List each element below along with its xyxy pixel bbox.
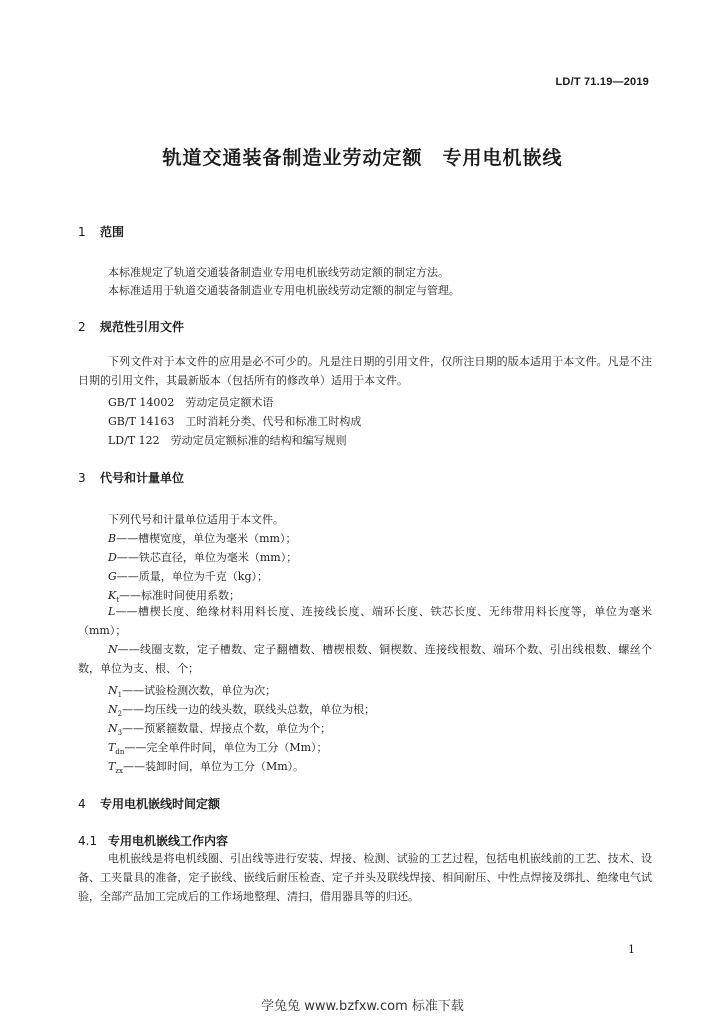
reference-item: GB/T 14163 工时消耗分类、代号和标准工时构成	[108, 415, 362, 428]
normative-intro: 下列文件对于本文件的应用是必不可少的。凡是注日期的引用文件，仅所注日期的版本适用于本文件。凡是不注日期的引用文件，其最新版本（包括所有的修改单）适用于本文件。	[78, 355, 652, 387]
symbol-desc: ——均压线一边的线头数，联线头总数，单位为根；	[122, 703, 376, 716]
symbol: T	[108, 741, 116, 754]
symbol: D	[108, 551, 117, 564]
section-title: 范围	[100, 225, 125, 239]
symbol-item-D	[108, 549, 297, 565]
reference-item: GB/T 14002 劳动定员定额术语	[108, 396, 274, 409]
symbol-desc: ——线圈支数，定子槽数、定子翻槽数、槽楔根数、铜楔数、连接线根数、端环个数、引出线根数、螺丝个数，单位为支、根、个；	[78, 643, 652, 675]
symbol: N	[108, 703, 118, 716]
symbols-intro: 下列代号和计量单位适用于本文件。	[108, 513, 284, 526]
symbol: B	[108, 532, 117, 545]
section-title: 专用电机嵌线工作内容	[108, 834, 229, 848]
section-heading-2	[78, 318, 184, 335]
section-number: 3	[78, 471, 86, 485]
symbol-desc: ——槽楔宽度，单位为毫米（mm）；	[116, 532, 297, 545]
symbol-item-N	[78, 640, 652, 678]
symbol-item-L	[78, 602, 652, 640]
subsection-heading-4-1	[78, 832, 228, 849]
section-title: 规范性引用文件	[100, 320, 185, 334]
symbol-item-G	[108, 568, 268, 584]
symbol-desc: ——预紧箍数量、焊接点个数，单位为个；	[122, 722, 332, 735]
doc-code: LD/T 71.19—2019	[555, 76, 649, 88]
symbol: T	[108, 760, 116, 773]
section-number: 4.1	[78, 834, 98, 848]
scope-line-2: 本标准适用于轨道交通装备制造业专用电机嵌线劳动定额的制定与管理。	[108, 284, 460, 297]
symbol-desc: ——标准时间使用系数；	[119, 589, 241, 602]
section-title: 代号和计量单位	[100, 471, 185, 485]
section-heading-1	[78, 223, 124, 240]
symbol-sub: zx	[115, 767, 123, 776]
section-number: 2	[78, 320, 86, 334]
symbol-sub: t	[116, 596, 120, 605]
section-number: 1	[78, 225, 86, 239]
symbol-sub: 1	[117, 691, 123, 700]
symbol-item-N1	[108, 682, 276, 699]
symbol-item-Tzx	[108, 758, 304, 775]
symbol: G	[108, 570, 117, 583]
page-number: 1	[628, 943, 635, 956]
symbol-desc: ——质量，单位为千克（kg）；	[116, 570, 269, 583]
section-heading-4	[78, 795, 220, 812]
symbol-item-B	[108, 530, 296, 546]
symbol-item-Tdn	[108, 739, 328, 756]
symbol: N	[108, 722, 118, 735]
symbol-desc: ——槽楔长度、绝缘材料用料长度、连接线长度、端环长度、铁芯长度、无纬带用料长度等，单位为毫米（mm）；	[78, 605, 652, 637]
document-title: 轨道交通装备制造业劳动定额 专用电机嵌线	[162, 147, 563, 169]
footer-watermark: 学兔兔 www.bzfxw.com 标准下载	[261, 999, 464, 1014]
section-title: 专用电机嵌线时间定额	[100, 797, 221, 811]
symbol-desc: ——铁芯直径，单位为毫米（mm）；	[116, 551, 298, 564]
scope-line-1: 本标准规定了轨道交通装备制造业专用电机嵌线劳动定额的制定方法。	[108, 266, 449, 279]
work-content-paragraph: 电机嵌线是将电机线圈、引出线等进行安装、焊接、检测、试验的工艺过程，包括电机嵌线前的工艺、技术、设备、工夹量具的准备，定子嵌线、嵌线后耐压检查、定子并头及联线焊接、相间耐压、中性点焊接及绑扎、绝缘电气试验，全部产品加工完成后的工作场地整理、清扫，借用器具等的归还。	[78, 852, 652, 903]
reference-item: LD/T 122 劳动定员定额标准的结构和编写规则	[108, 434, 347, 447]
symbol-sub: dn	[115, 748, 125, 757]
symbol-sub: 3	[117, 729, 123, 738]
symbol: K	[108, 589, 117, 602]
section-number: 4	[78, 797, 86, 811]
symbol-desc: ——装卸时间，单位为工分（Mm）。	[122, 760, 305, 773]
symbol: N	[108, 643, 118, 656]
section-heading-3	[78, 469, 184, 486]
symbol-sub: 2	[117, 710, 123, 719]
symbol: L	[108, 605, 116, 618]
symbol-desc: ——完全单件时间，单位为工分（Mm）；	[124, 741, 328, 754]
symbol-desc: ——试验检测次数，单位为次；	[122, 684, 277, 697]
symbol-item-N2	[108, 701, 375, 718]
symbol-item-N3	[108, 720, 331, 737]
symbol: N	[108, 684, 118, 697]
